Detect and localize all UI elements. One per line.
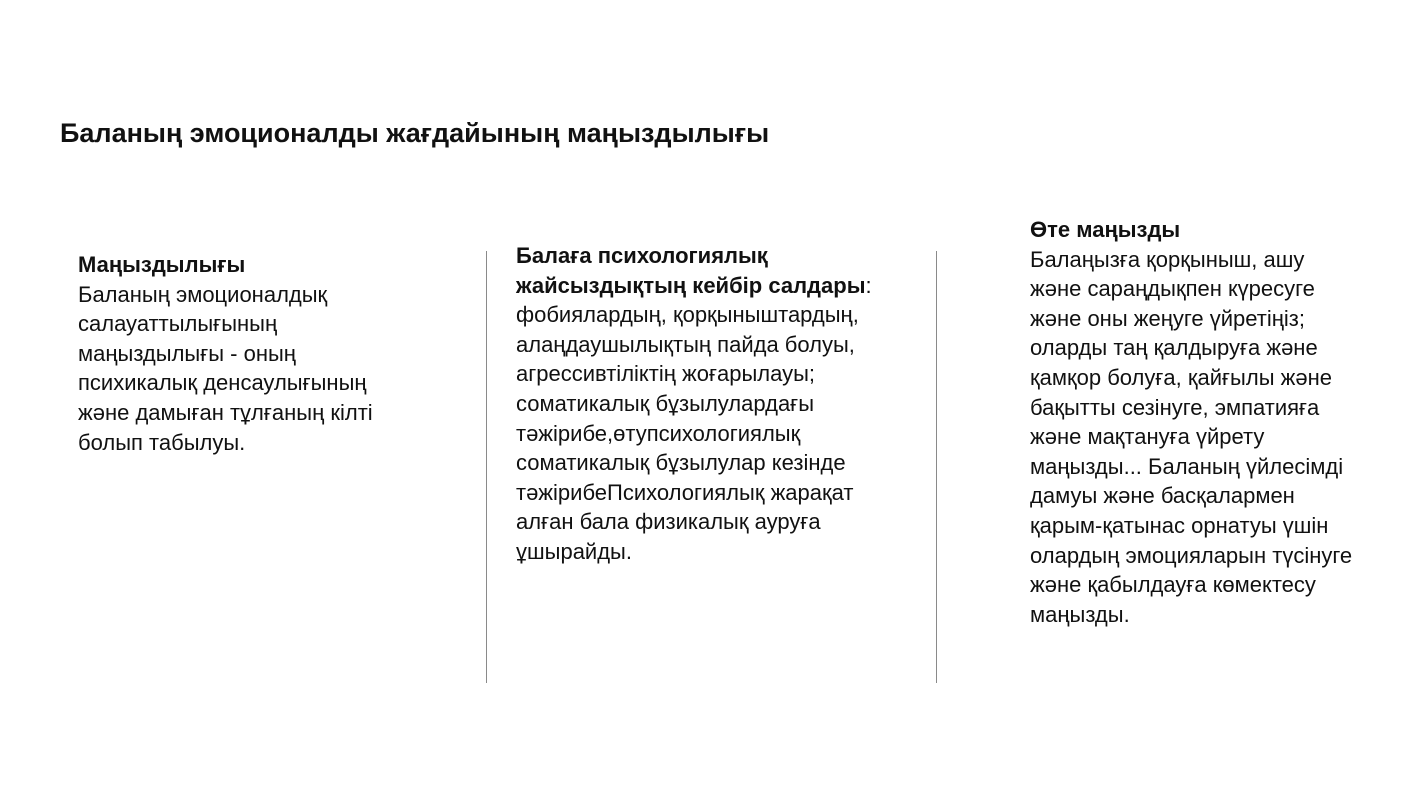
text-line: фобиялардың, қорқыныштардың,	[516, 302, 859, 328]
slide-title: Баланың эмоционалды жағдайының маңыздылығы	[60, 118, 770, 148]
text-line: алған бала физикалық ауруға	[516, 509, 821, 535]
text-line: маңыздылығы - оның	[78, 340, 296, 366]
text-line: Баланың эмоционалдық	[78, 281, 328, 307]
column-heading: Маңыздылығы	[78, 252, 246, 277]
column-heading: жайсыздықтың кейбір салдары	[516, 272, 866, 298]
text-line: ұшырайды.	[516, 538, 632, 564]
text-line: қарым-қатынас орнатуы үшін	[1030, 512, 1329, 538]
text-line: қамқор болуға, қайғылы және	[1030, 364, 1332, 390]
heading-colon: :	[865, 272, 872, 298]
column-divider	[936, 251, 937, 683]
text-line: маңызды... Баланың үйлесімді	[1030, 453, 1344, 479]
text-line: тәжірибе,өтупсихологиялық	[516, 420, 801, 446]
text-line: салауаттылығының	[78, 311, 278, 337]
text-line: соматикалық бұзылулардағы	[516, 390, 815, 416]
column-very-important	[1030, 215, 1415, 629]
text-line: бақытты сезінуге, эмпатияға	[1030, 394, 1320, 420]
column-heading-line	[516, 271, 916, 301]
text-line: агрессивтіліктің жоғарылауы;	[516, 361, 816, 387]
text-line: дамуы және басқалармен	[1030, 483, 1295, 509]
text-line: алаңдаушылықтың пайда болуы,	[516, 331, 855, 357]
text-line: соматикалық бұзылулар кезінде	[516, 450, 846, 476]
column-heading: Өте маңызды	[1030, 217, 1181, 242]
text-line: және қабылдауға көмектесу	[1030, 572, 1316, 598]
column-heading: Балаға психологиялық	[516, 243, 768, 268]
text-line: маңызды.	[1030, 601, 1130, 627]
text-line: тәжірибеПсихологиялық жарақат	[516, 479, 854, 505]
column-divider	[486, 251, 487, 683]
text-line: және мақтануға үйрету	[1030, 424, 1265, 450]
text-line: олардың эмоцияларын түсінуге	[1030, 542, 1353, 568]
text-line: және оны жеңуге үйретіңіз;	[1030, 305, 1305, 331]
text-line: және сараңдықпен күресуге	[1030, 276, 1315, 302]
column-importance	[78, 250, 468, 457]
text-line: Балаңызға қорқыныш, ашу	[1030, 246, 1305, 272]
text-line: болып табылуы.	[78, 429, 246, 455]
text-line: оларды таң қалдыруға және	[1030, 335, 1318, 361]
text-line: психикалық денсаулығының	[78, 370, 367, 396]
text-line: және дамыған тұлғаның кілті	[78, 399, 373, 425]
column-consequences	[516, 241, 916, 567]
